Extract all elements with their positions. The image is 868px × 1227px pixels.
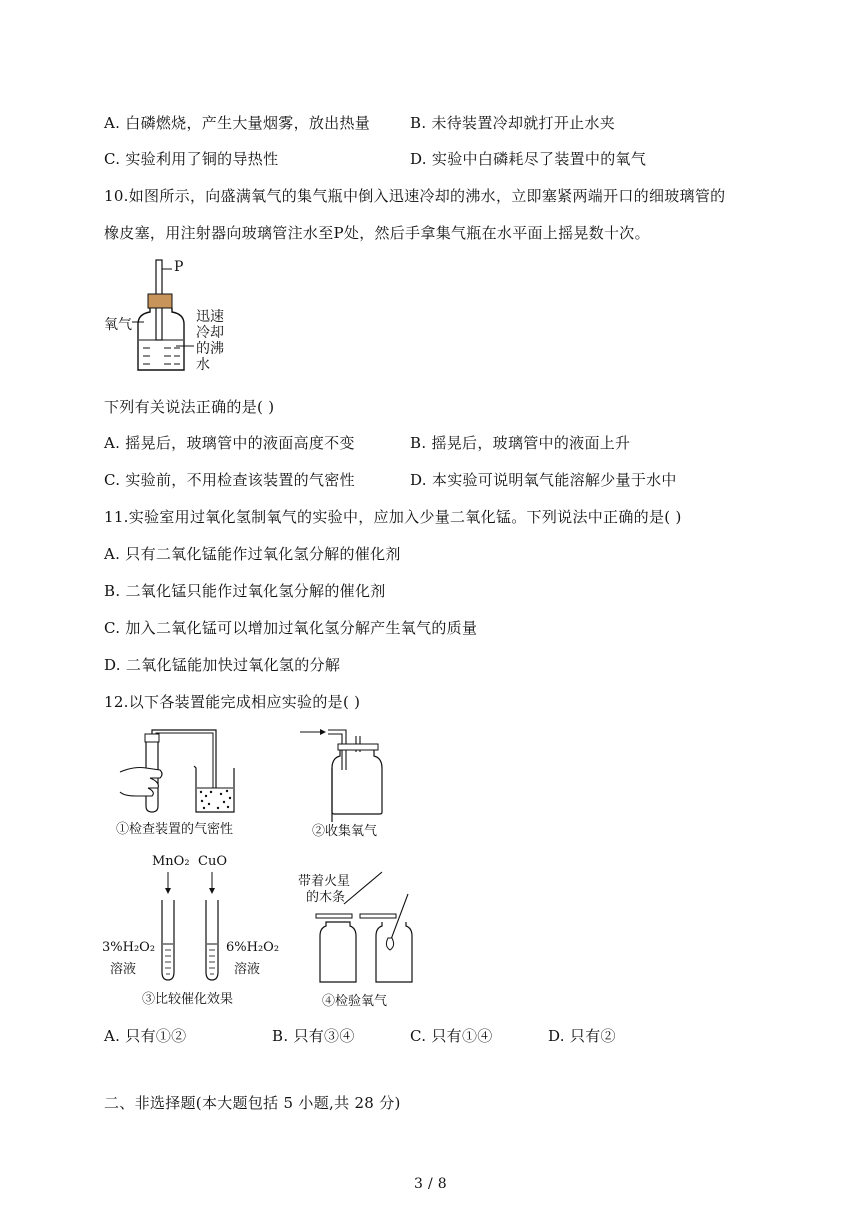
q10-stem-line1: 10.如图所示，向盛满氧气的集气瓶中倒入迅速冷却的沸水，立即塞紧两端开口的细玻璃管的 <box>104 187 726 205</box>
q10-label-water-2: 冷却 <box>196 325 224 341</box>
q12-fig3-right-solution-word: 溶液 <box>234 962 261 977</box>
q12-fig3-left-solution: 3%H₂O₂ <box>102 940 156 955</box>
q12-fig3-cuo-label: CuO <box>198 854 227 869</box>
q11-option-a: A. 只有二氧化锰能作过氧化氢分解的催化剂 <box>104 545 401 563</box>
q11-option-c: C. 加入二氧化锰可以增加过氧化氢分解产生氧气的质量 <box>104 619 478 637</box>
q12-option-b: B. 只有③④ <box>272 1027 355 1045</box>
q12-fig4-label-2: 的木条 <box>306 890 346 905</box>
q10-option-c: C. 实验前，不用检查该装置的气密性 <box>104 471 355 489</box>
q10-label-oxygen: 氧气 <box>104 317 132 333</box>
q10-label-water-1: 迅速 <box>196 309 224 325</box>
q12-fig1-airtightness <box>116 726 236 816</box>
q12-fig4-caption: ④检验氧气 <box>322 994 388 1009</box>
q10-label-water-3: 的沸 <box>196 341 224 357</box>
q11-option-d: D. 二氧化锰能加快过氧化氢的分解 <box>104 656 341 674</box>
q10-option-b: B. 摇晃后，玻璃管中的液面上升 <box>410 434 631 452</box>
q12-fig4-label-1: 带着火星 <box>298 874 351 889</box>
q10-question: 下列有关说法正确的是( ) <box>104 398 275 416</box>
q10-label-water-4: 水 <box>196 357 210 373</box>
q12-fig4-splint-bottles <box>310 868 420 988</box>
q10-option-d: D. 本实验可说明氧气能溶解少量于水中 <box>410 471 677 489</box>
q9-option-d: D. 实验中白磷耗尽了装置中的氧气 <box>410 150 647 168</box>
q12-fig3-mno2-label: MnO₂ <box>152 854 190 869</box>
q9-option-a: A. 白磷燃烧，产生大量烟雾，放出热量 <box>104 114 371 132</box>
q9-option-c: C. 实验利用了铜的导热性 <box>104 150 279 168</box>
q12-fig3-test-tubes <box>150 870 240 985</box>
q12-fig2-collect-oxygen <box>296 722 396 822</box>
q10-label-p: P <box>174 259 184 275</box>
section-2-heading: 二、非选择题(本大题包括 5 小题,共 28 分) <box>104 1094 401 1112</box>
q12-fig2-caption: ②收集氧气 <box>312 824 378 839</box>
q10-stem-line2: 橡皮塞，用注射器向玻璃管注水至P处，然后手拿集气瓶在水平面上摇晃数十次。 <box>104 224 650 242</box>
q12-fig3-left-solution-word: 溶液 <box>110 962 137 977</box>
q11-option-b: B. 二氧化锰只能作过氧化氢分解的催化剂 <box>104 582 386 600</box>
q12-stem: 12.以下各装置能完成相应实验的是( ) <box>104 693 361 711</box>
q12-option-c: C. 只有①④ <box>410 1027 493 1045</box>
q12-fig3-right-solution: 6%H₂O₂ <box>226 940 280 955</box>
q12-fig1-caption: ①检查装置的气密性 <box>116 822 234 837</box>
q10-option-a: A. 摇晃后，玻璃管中的液面高度不变 <box>104 434 355 452</box>
q12-fig3-caption: ③比较催化效果 <box>142 992 234 1007</box>
q12-option-d: D. 只有② <box>548 1027 616 1045</box>
q11-stem: 11.实验室用过氧化氢制氧气的实验中，应加入少量二氧化锰。下列说法中正确的是( ) <box>104 508 682 526</box>
q9-option-b: B. 未待装置冷却就打开止水夹 <box>410 114 616 132</box>
q12-option-a: A. 只有①② <box>104 1027 187 1045</box>
page-number: 3 / 8 <box>414 1176 447 1192</box>
